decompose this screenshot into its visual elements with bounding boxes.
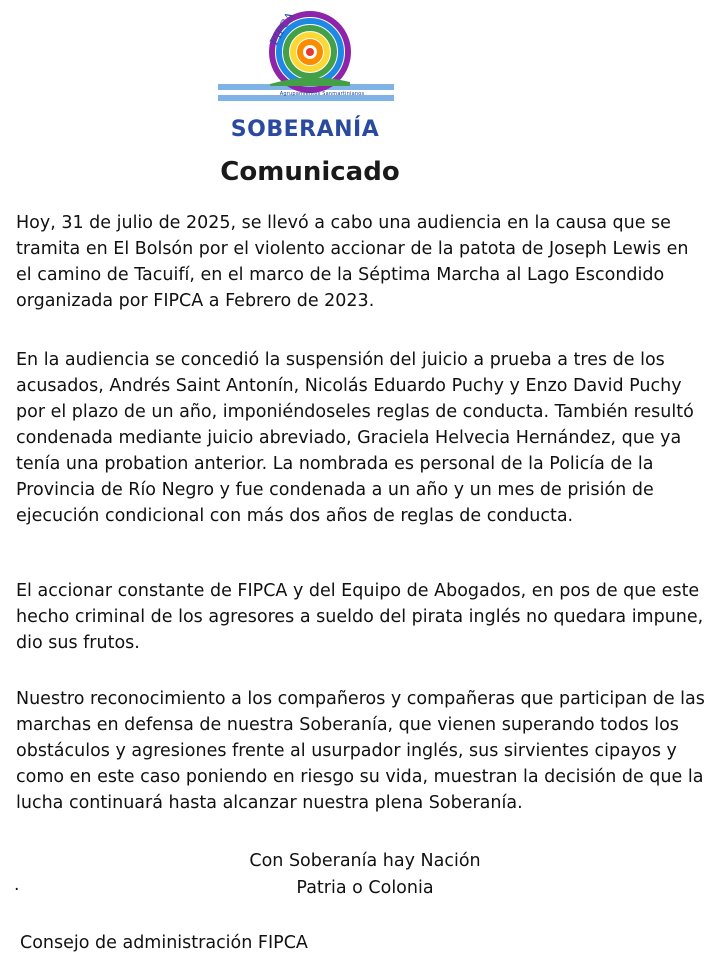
paragraph-2: En la audiencia se concedió la suspensión del juicio a prueba a tres de los acusados, Andrés Saint Antonín, Nicolás Eduardo Puchy y Enzo David Puchy por el plazo de un año, imponiéndoseles reglas de conducta. También resultó condenada mediante juicio abreviado, Graciela Helvecia Hernández, que ya tenía una probation anterior. La nombrada es personal de la Policía de la Provincia de Río Negro y fue condenada a un año y un mes de prisión de ejecución condicional con más dos años de reglas de conducta. (16, 350, 694, 526)
paragraph-1: Hoy, 31 de julio de 2025, se llevó a cabo una audiencia en la causa que se tramita en El Bolsón por el violento accionar de la patota de Joseph Lewis en el camino de Tacuifí, en el marco de la Séptima Marcha al Lago Escondido organizada por FIPCA a Febrero de 2023. (16, 213, 689, 311)
closing-line-2: Patria o Colonia (296, 878, 434, 898)
paragraph-3: El accionar constante de FIPCA y del Equipo de Abogados, en pos de que este hecho criminal de los agresores a sueldo del pirata inglés no quedara impune, dio sus frutos. (16, 581, 704, 653)
fipca-logo (210, 6, 400, 146)
logo-caption: Agrupamientos Sanmartinianos (279, 91, 365, 97)
page-title: Comunicado (220, 157, 400, 187)
logo-arc-text: FIPCA (267, 10, 297, 48)
stray-mark: . (14, 875, 20, 895)
paragraph-4: Nuestro reconocimiento a los compañeros y compañeras que participan de las marchas en defensa de nuestra Soberanía, que vienen superando todos los obstáculos y agresiones frente al usurpador inglés, sus sirvientes cipayos y como en este caso poniendo en riesgo su vida, muestran la decisión de que la lucha continuará hasta alcanzar nuestra plena Soberanía. (16, 689, 705, 813)
fipca-emblem-icon (210, 6, 400, 116)
logo-wordmark: SOBERANÍA (230, 117, 380, 142)
closing-line-1: Con Soberanía hay Nación (249, 851, 481, 871)
signature: Consejo de administración FIPCA (20, 933, 308, 953)
